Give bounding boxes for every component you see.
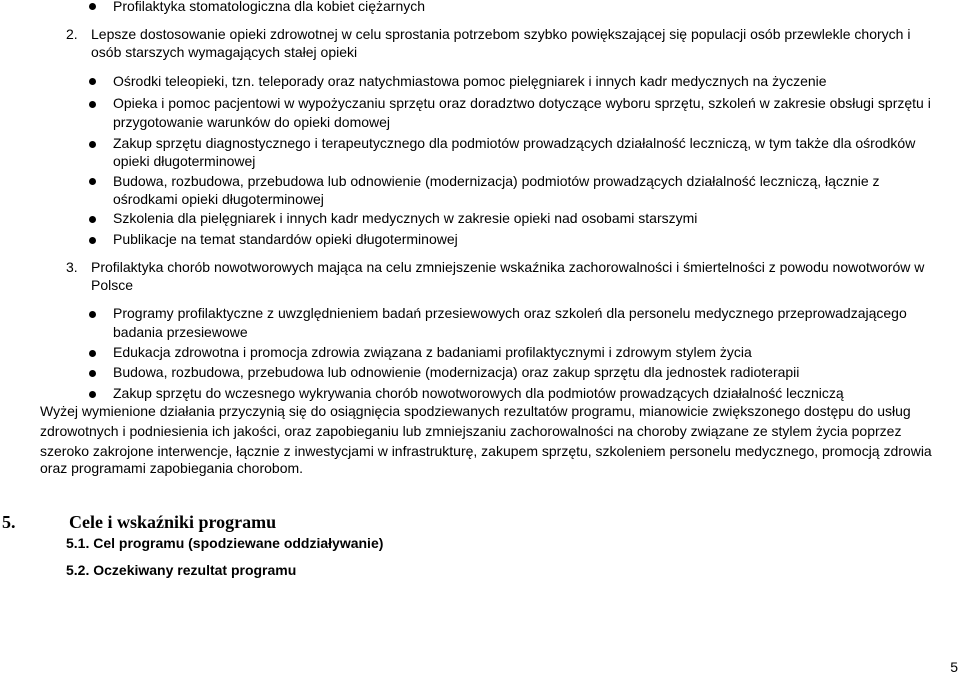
- summary-line: zdrowotnych i podniesienia ich jakości, oraz zapobieganiu lub zmniejszaniu zachorowalności na choroby związane ze stylem życia poprzez: [40, 423, 902, 439]
- list-item: Zakup sprzętu do wczesnego wykrywania chorób nowotworowych dla podmiotów prowadzących działalność leczniczą: [113, 385, 844, 401]
- bullet-dot: [89, 391, 96, 398]
- list-item-continuation: opieki długoterminowej: [113, 153, 256, 169]
- section-5-title: Cele i wskaźniki programu: [69, 512, 277, 532]
- bullet-dot: [89, 3, 96, 10]
- bullet-dot: [89, 178, 96, 185]
- list-item: Publikacje na temat standardów opieki długoterminowej: [113, 231, 458, 247]
- list-item-continuation: badania przesiewowe: [113, 324, 248, 340]
- list-item-prev: Profilaktyka stomatologiczna dla kobiet ciężarnych: [113, 0, 426, 14]
- section-2-heading-line2: osób starszych wymagających stałej opieki: [91, 44, 358, 60]
- section-3-heading-line2: Polsce: [91, 277, 134, 293]
- list-item: Szkolenia dla pielęgniarek i innych kadr medycznych w zakresie opieki nad osobami starszymi: [113, 210, 698, 226]
- section-5-number: 5.: [2, 512, 16, 532]
- bullet-dot: [89, 141, 96, 148]
- bullet-dot: [89, 237, 96, 244]
- list-item: Edukacja zdrowotna i promocja zdrowia związana z badaniami profilaktycznymi i zdrowym stylem życia: [113, 344, 752, 360]
- section-3-number: 3.: [66, 259, 78, 275]
- bullet-dot: [89, 78, 96, 85]
- list-item: Zakup sprzętu diagnostycznego i terapeutycznego dla podmiotów prowadzących działalność leczniczą, w tym także dla ośrodków: [113, 135, 916, 151]
- list-item: Opieka i pomoc pacjentowi w wypożyczaniu sprzętu oraz doradztwo dotyczące wyboru sprzętu, szkoleń w zakresie obsługi sprzętu i: [113, 95, 931, 111]
- list-item-continuation: ośrodkami opieki długoterminowej: [113, 191, 324, 207]
- list-item: Programy profilaktyczne z uwzględnieniem badań przesiewowych oraz szkoleń dla personelu medycznego przeprowadzającego: [113, 305, 907, 321]
- list-item: Ośrodki teleopieki, tzn. teleporady oraz natychmiastowa pomoc pielęgniarek i innych kadr medycznych na życzenie: [113, 73, 827, 89]
- list-item: Budowa, rozbudowa, przebudowa lub odnowienie (modernizacja) oraz zakup sprzętu dla jednostek radioterapii: [113, 364, 800, 380]
- summary-line: Wyżej wymienione działania przyczynią się do osiągnięcia spodziewanych rezultatów programu, mianowicie zwiększonego dostępu do usług: [40, 403, 911, 419]
- section-2-heading-line1: Lepsze dostosowanie opieki zdrowotnej w celu sprostania potrzebom szybko powiększającej się populacji osób przewlekle chorych i: [91, 26, 911, 42]
- summary-line: szeroko zakrojone interwencje, łącznie z inwestycjami w infrastrukturę, zakupem sprzętu, szkoleniem personelu medycznego, promocją zdrowia: [40, 443, 932, 459]
- section-2-number: 2.: [66, 26, 78, 42]
- section-3-heading-line1: Profilaktyka chorób nowotworowych mająca na celu zmniejszenie wskaźnika zachorowalności i śmiertelności z powodu nowotworów w: [91, 259, 925, 275]
- subsection-5-2: 5.2. Oczekiwany rezultat programu: [66, 562, 297, 578]
- summary-line: oraz programami zapobiegania chorobom.: [40, 460, 304, 476]
- bullet-dot: [89, 216, 96, 223]
- bullet-dot: [89, 101, 96, 108]
- list-item-continuation: przygotowanie warunków do opieki domowej: [113, 114, 391, 130]
- subsection-5-1: 5.1. Cel programu (spodziewane oddziaływanie): [66, 535, 384, 551]
- bullet-dot: [89, 311, 96, 318]
- bullet-dot: [89, 370, 96, 377]
- bullet-dot: [89, 350, 96, 357]
- list-item: Budowa, rozbudowa, przebudowa lub odnowienie (modernizacja) podmiotów prowadzących działalność leczniczą, łącznie z: [113, 173, 880, 189]
- page-number: 5: [950, 659, 958, 675]
